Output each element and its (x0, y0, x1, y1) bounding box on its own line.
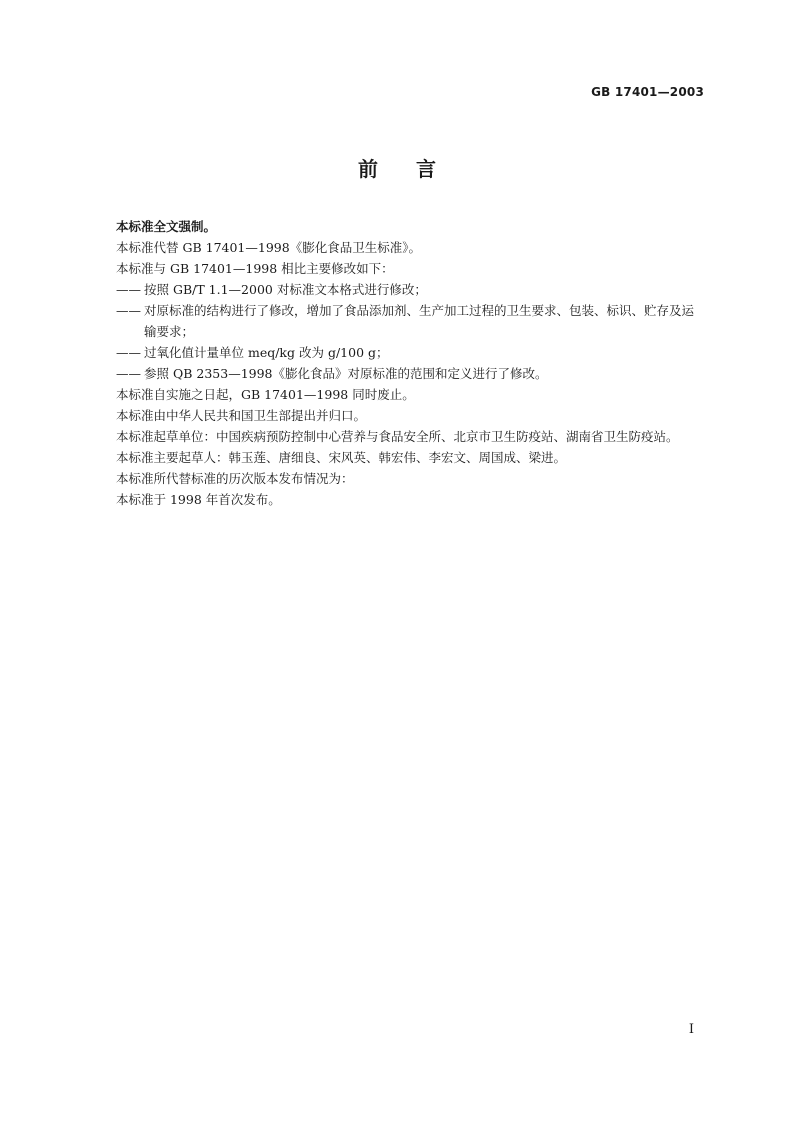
list-item-text: 过氧化值计量单位 meq/kg 改为 g/100 g； (144, 345, 389, 360)
paragraph-replaces: 本标准代替 GB 17401—1998《膨化食品卫生标准》。 (116, 240, 421, 255)
list-item-change-4 (88, 363, 706, 384)
list-item-change-2 (88, 300, 706, 342)
dash-mark: —— (116, 366, 141, 381)
paragraph-mandatory: 本标准全文强制。 (116, 219, 217, 234)
paragraph-drafting-units: 本标准起草单位：中国疾病预防控制中心营养与食品安全所、北京市卫生防疫站、湖南省卫生防疫站。 (116, 429, 679, 444)
paragraph-proposer: 本标准由中华人民共和国卫生部提出并归口。 (116, 408, 367, 423)
page-title: 前言 (358, 157, 474, 181)
list-item-text: 参照 QB 2353—1998《膨化食品》对原标准的范围和定义进行了修改。 (144, 366, 548, 381)
dash-mark: —— (116, 303, 141, 318)
paragraph-history: 本标准于 1998 年首次发布。 (116, 492, 281, 507)
list-item-text: 对原标准的结构进行了修改，增加了食品添加剂、生产加工过程的卫生要求、包装、标识、贮存及运输要求； (144, 303, 695, 339)
document-body (88, 216, 706, 510)
list-item-change-3 (88, 342, 706, 363)
header-standard-code: GB 17401—2003 (591, 85, 704, 99)
dash-mark: —— (116, 282, 141, 297)
list-item-text: 按照 GB/T 1.1—2000 对标准文本格式进行修改； (144, 282, 427, 297)
paragraph-changes-intro: 本标准与 GB 17401—1998 相比主要修改如下： (116, 261, 394, 276)
paragraph-effective: 本标准自实施之日起，GB 17401—1998 同时废止。 (116, 387, 415, 402)
page-number: I (688, 1022, 694, 1037)
paragraph-history-intro: 本标准所代替标准的历次版本发布情况为： (116, 471, 354, 486)
list-item-change-1 (88, 279, 706, 300)
paragraph-drafters: 本标准主要起草人：韩玉莲、唐细良、宋风英、韩宏伟、李宏文、周国成、梁进。 (116, 450, 567, 465)
dash-mark: —— (116, 345, 141, 360)
